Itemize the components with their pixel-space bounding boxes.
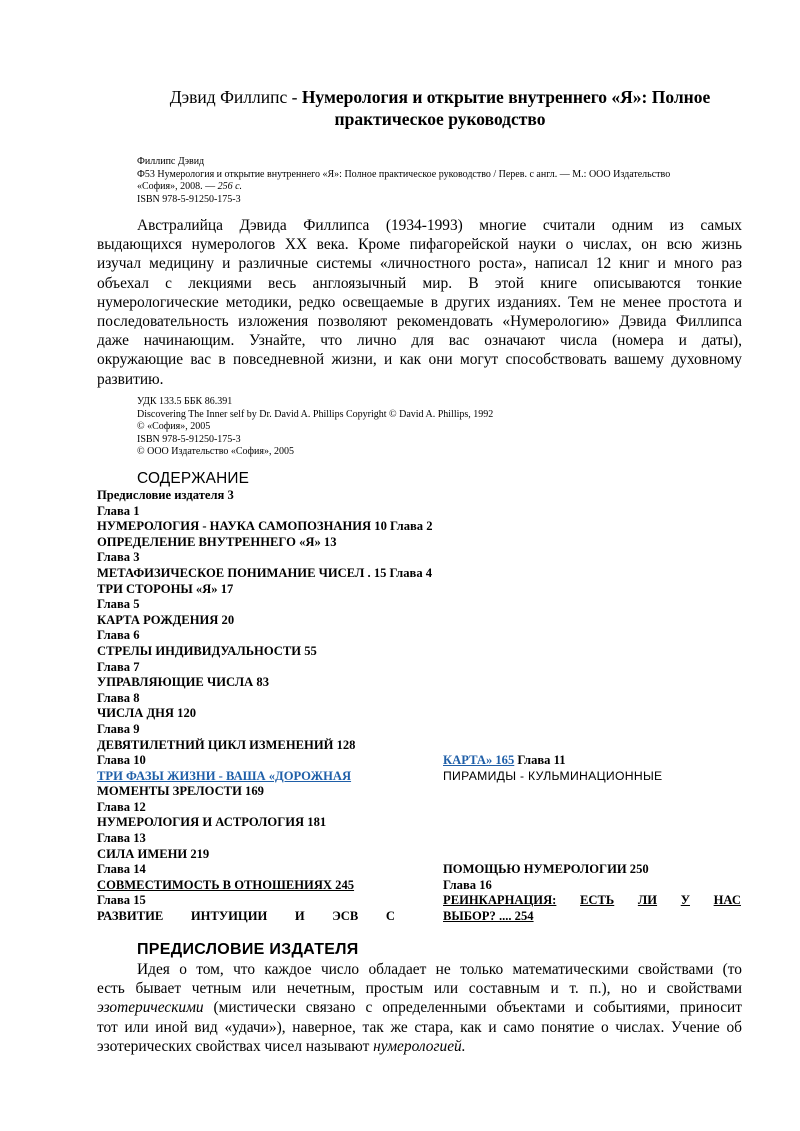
toc-entry: Глава 3: [97, 550, 140, 565]
intro-line: Австралийца Дэвида Филлипса (1934-1993) многие считали одним из самых: [137, 217, 742, 234]
copyright-line: © ООО Издательство «София», 2005: [137, 446, 294, 458]
intro-line: нумерологические методики, редко освещаемые в других изданиях. Тем не менее простота и: [97, 293, 742, 311]
toc-entry: Глава 15: [97, 893, 146, 908]
intro-line: объехал с лекциями весь англоязычный мир. В этой книге описываются тонкие: [97, 274, 742, 292]
toc-entry[interactable]: СОВМЕСТИМОСТЬ В ОТНОШЕНИЯХ 245: [97, 877, 355, 892]
intro-line: изучал медицину и различные системы «личностного роста», написал 12 книг и много раз: [97, 255, 742, 273]
intro-paragraph: [97, 216, 742, 389]
toc-entry: Глава 7: [97, 659, 140, 674]
toc-entry[interactable]: СИЛА ИМЕНИ 219: [97, 846, 210, 861]
toc-entry[interactable]: ТРИ СТОРОНЫ «Я» 17: [97, 581, 234, 596]
toc-entry[interactable]: МОМЕНТЫ ЗРЕЛОСТИ 169: [97, 784, 264, 799]
toc-entry[interactable]: Предисловие издателя 3: [97, 488, 234, 502]
toc-entry[interactable]: ВЫБОР? .... 254: [443, 908, 534, 923]
preface-paragraph: [97, 960, 742, 1056]
preface-line: эзотерическими (мистически связано с определенными объектами и событиями, приносит: [97, 999, 742, 1017]
toc-entry: Глава 10: [97, 753, 146, 768]
meta-line: ISBN 978-5-91250-175-3: [137, 193, 241, 205]
copyright-line: ISBN 978-5-91250-175-3: [137, 433, 241, 445]
toc-entry[interactable]: КАРТА РОЖДЕНИЯ 20: [97, 612, 235, 627]
toc-entry: Глава 6: [97, 628, 140, 643]
bibliographic-record: [137, 156, 737, 206]
intro-line: даже начинающим. Узнайте, что лично для вас означают числа (номера и даты),: [97, 332, 742, 350]
toc-link[interactable]: КАРТА» 165: [443, 753, 515, 767]
toc-entry: Глава 14: [97, 862, 146, 877]
toc-entry: Глава 5: [97, 597, 140, 612]
toc-entry[interactable]: НУМЕРОЛОГИЯ - НАУКА САМОПОЗНАНИЯ 10 Глава 2: [97, 519, 433, 534]
toc-entry[interactable]: РЕИНКАРНАЦИЯ: ЕСТЬ ЛИ У НАС: [443, 893, 741, 908]
meta-line: Филлипс Дэвид: [137, 156, 205, 167]
meta-line: «София», 2008. — 256 с.: [137, 181, 243, 193]
toc-entry: КАРТА» 165 Глава 11: [443, 753, 566, 767]
intro-line: последовательность изложения позволяют рекомендовать «Нумерологию» Дэвида Филлипса: [97, 313, 742, 331]
intro-line: окружающие вас в повседневной жизни, и как они могут способствовать вашему духовному: [97, 351, 742, 369]
toc-entry[interactable]: ПИРАМИДЫ - КУЛЬМИНАЦИОННЫЕ: [443, 768, 663, 783]
title-author: Дэвид Филлипс -: [169, 87, 302, 107]
copyright-line: УДК 133.5 ББК 86.391: [137, 396, 233, 407]
toc-entry[interactable]: ДЕВЯТИЛЕТНИЙ ЦИКЛ ИЗМЕНЕНИЙ 128: [97, 737, 356, 752]
toc-left-column: [97, 488, 433, 925]
copyright-line: Discovering The Inner self by Dr. David A. Phillips Copyright © David A. Phillips, 1992: [137, 408, 494, 420]
toc-entry[interactable]: СТРЕЛЫ ИНДИВИДУАЛЬНОСТИ 55: [97, 643, 317, 658]
toc-entry[interactable]: МЕТАФИЗИЧЕСКОЕ ПОНИМАНИЕ ЧИСЕЛ . 15 Глава 4: [97, 565, 433, 580]
title-name-line2: практическое руководство: [334, 109, 546, 129]
toc-right-column-bottom: [443, 862, 743, 924]
toc-entry[interactable]: УПРАВЛЯЮЩИЕ ЧИСЛА 83: [97, 675, 270, 690]
copyright-line: © «София», 2005: [137, 421, 211, 433]
preface-heading: ПРЕДИСЛОВИЕ ИЗДАТЕЛЯ: [137, 941, 359, 958]
preface-line: эзотерических свойствах чисел называют нумерологией.: [97, 1037, 466, 1055]
toc-entry: Глава 8: [97, 690, 140, 705]
toc-entry: Глава 16: [443, 877, 492, 892]
title-name-line1: Нумерология и открытие внутреннего «Я»: Полное: [301, 87, 711, 107]
preface-line: есть бывает четным или нечетным, простым или составным и т. п.), но и свойствами: [97, 980, 742, 998]
toc-right-column-top: [443, 753, 743, 784]
toc-heading: СОДЕРЖАНИЕ: [137, 470, 250, 487]
book-title: [120, 86, 760, 130]
toc-entry[interactable]: НУМЕРОЛОГИЯ И АСТРОЛОГИЯ 181: [97, 815, 327, 830]
toc-entry[interactable]: ПОМОЩЬЮ НУМЕРОЛОГИИ 250: [443, 862, 649, 876]
toc-entry[interactable]: ОПРЕДЕЛЕНИЕ ВНУТРЕННЕГО «Я» 13: [97, 534, 337, 549]
toc-entry: Глава 9: [97, 721, 140, 736]
toc-entry: Глава 13: [97, 831, 146, 846]
preface-line: Идея о том, что каждое число обладает не только математическими свойствами (то: [137, 961, 742, 978]
intro-line: развитию.: [97, 370, 164, 388]
copyright-block: [137, 396, 637, 459]
preface-line: тот или иной вид «удачи»), наверное, так же стара, как и само понятие о числах. Учение об: [97, 1018, 742, 1036]
toc-entry: Глава 12: [97, 799, 146, 814]
intro-line: выдающихся нумерологов XX века. Кроме пифагорейской науки о числах, он всю жизнь: [97, 236, 742, 254]
toc-entry[interactable]: РАЗВИТИЕ ИНТУИЦИИ И ЭСВ С: [97, 909, 395, 924]
toc-entry: Глава 1: [97, 503, 140, 518]
toc-link[interactable]: ТРИ ФАЗЫ ЖИЗНИ - ВАША «ДОРОЖНАЯ: [97, 768, 352, 783]
toc-entry[interactable]: ЧИСЛА ДНЯ 120: [97, 706, 197, 721]
meta-line: Ф53 Нумерология и открытие внутреннего «Я»: Полное практическое руководство / Перев. с англ. — М.: ООО Издательство: [137, 168, 671, 180]
